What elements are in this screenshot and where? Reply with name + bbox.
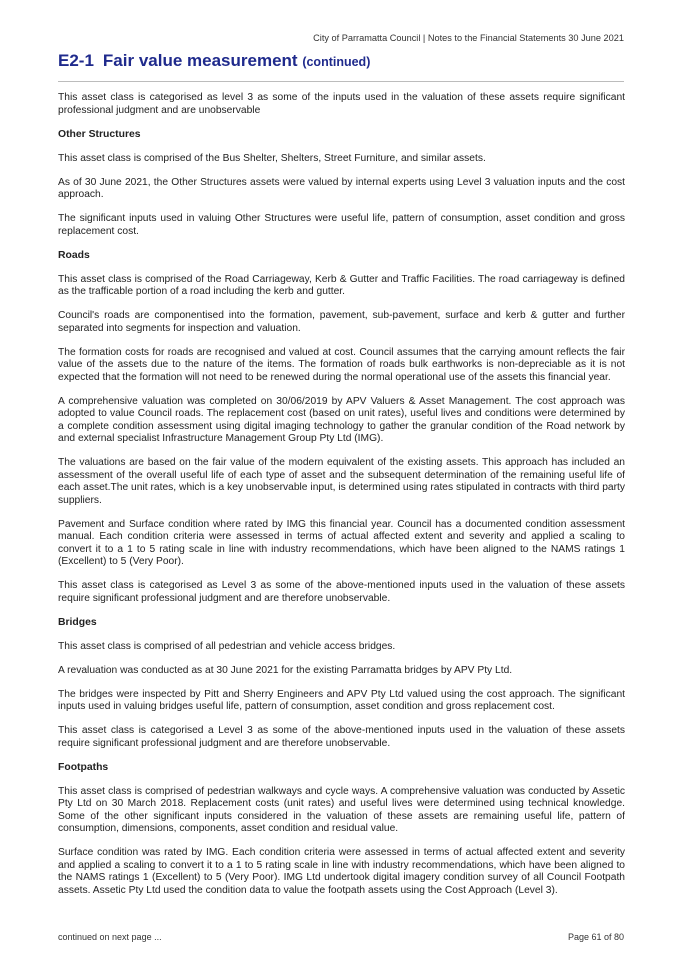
section-title	[58, 51, 370, 71]
heading-roads: Roads	[58, 249, 90, 261]
paragraph: This asset class is comprised of all pedestrian and vehicle access bridges.	[58, 640, 396, 652]
page-number: Page 61 of 80	[567, 932, 624, 942]
intro-paragraph: This asset class is categorised as level 3 as some of the inputs used in the valuation of these assets require significant professional judgment and are unobservable	[58, 92, 625, 116]
paragraph: This asset class is categorised a Level 3 as some of the above-mentioned inputs used in the valuation of these assets require significant professional judgment and are therefore unobservable.	[58, 725, 625, 749]
paragraph: The valuations are based on the fair value of the modern equivalent of the existing assets. This approach has included an assessment of the overall useful life of each type of asset and the subsequent determination of the remaining useful life of each asset.The unit rates, which is a key unobservable input, is determined using rates stipulated in contracts with third party suppliers.	[58, 457, 625, 506]
heading-footpaths: Footpaths	[58, 761, 109, 773]
heading-bridges: Bridges	[58, 616, 97, 628]
continued-footer: continued on next page ...	[58, 932, 162, 942]
running-header: City of Parramatta Council | Notes to the Financial Statements 30 June 2021	[313, 33, 624, 43]
paragraph: This asset class is categorised as Level 3 as some of the above-mentioned inputs used in the valuation of these assets require significant professional judgment and are therefore unobservable.	[58, 580, 625, 604]
continued-label: (continued)	[302, 55, 371, 69]
paragraph: This asset class is comprised of the Road Carriageway, Kerb & Gutter and Traffic Facilities. The road carriageway is defined as the trafficable portion of a road including the kerb and gutter.	[58, 273, 625, 297]
section-number: E2-1	[58, 51, 94, 70]
paragraph: This asset class is comprised of pedestrian walkways and cycle ways. A comprehensive valuation was conducted by Assetic Pty Ltd on 30 March 2018. Replacement costs (unit rates) and useful lives were determined using technical knowledge. Some of the other significant inputs considered in the valuation of these assets are remaining useful life, pattern of consumption, dimensions, components, asset condition and residual value.	[58, 785, 625, 834]
paragraph: A comprehensive valuation was completed on 30/06/2019 by APV Valuers & Asset Management. The cost approach was adopted to value Council roads. The replacement cost (based on unit rates), useful lives and conditions were determined by a complete condition assessment using digital imaging technology to gather the granular condition of the Road network by and external specialist Infrastructure Management Group Pty Ltd (IMG).	[58, 395, 625, 444]
paragraph: Surface condition was rated by IMG. Each condition criteria were assessed in terms of actual affected extent and severity and applied a scaling to convert it to a 1 to 5 rating scale in line with industry recommendations, which have been aligned to the NAMS ratings 1 (Excellent) to 5 (Very Poor). IMG Ltd undertook digital imagery condition survey of all Council Footpath assets. Assetic Pty Ltd used the condition data to value the footpath assets using the Cost Approach (Level 3).	[58, 847, 625, 896]
paragraph: As of 30 June 2021, the Other Structures assets were valued by internal experts using Level 3 valuation inputs and the cost approach.	[58, 176, 625, 200]
paragraph: Pavement and Surface condition where rated by IMG this financial year. Council has a documented condition assessment manual. Each condition criteria were assessed in terms of actual affected extent and severity and applied a scaling to convert it to a 1 to 5 rating scale in line with industry recommendations, which have been aligned to the NAMS ratings 1 (Excellent) to 5 (Very Poor).	[58, 518, 625, 567]
body-content	[58, 92, 625, 909]
paragraph: The formation costs for roads are recognised and valued at cost. Council assumes that the carrying amount reflects the fair value of the assets due to the nature of the items. The formation of roads bulk earthworks is non-depreciable as it is not expected that the formation will not need to be renewed during the normal operational use of the assets this financial year.	[58, 346, 625, 383]
paragraph: A revaluation was conducted as at 30 June 2021 for the existing Parramatta bridges by APV Pty Ltd.	[58, 664, 513, 676]
paragraph: This asset class is comprised of the Bus Shelter, Shelters, Street Furniture, and similar assets.	[58, 152, 486, 164]
paragraph: Council's roads are componentised into the formation, pavement, sub-pavement, surface and kerb & gutter and further separated into segments for inspection and valuation.	[58, 310, 625, 334]
paragraph: The bridges were inspected by Pitt and Sherry Engineers and APV Pty Ltd valued using the cost approach. The significant inputs used in valuing bridges useful life, pattern of consumption, asset condition and gross replacement cost.	[58, 688, 625, 712]
paragraph: The significant inputs used in valuing Other Structures were useful life, pattern of consumption, asset condition and gross replacement cost.	[58, 213, 625, 237]
section-title-text: Fair value measurement	[102, 51, 298, 70]
heading-other-structures: Other Structures	[58, 128, 141, 140]
title-divider	[58, 81, 624, 82]
